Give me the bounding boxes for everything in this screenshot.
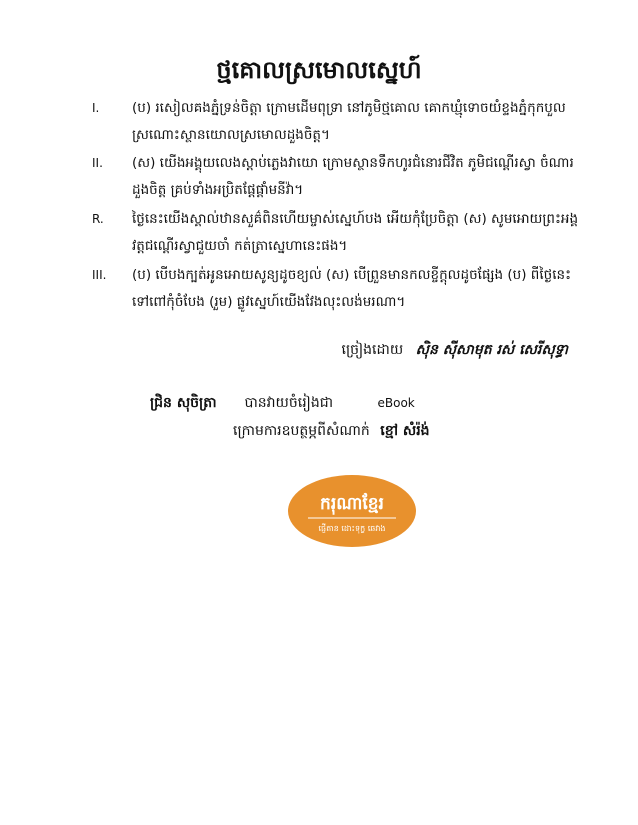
author-line (342, 340, 569, 361)
verse-line: (ប) រសៀលគងភ្នំទ្រន់ចិត្ដា ក្រោមដើមពុទ្រា នៅភូមិថ្មគោល គោកឃ្មុំទោចយំខ្ទងភ្នំកុកបួល (132, 100, 566, 116)
author-name: ស៊ិន ស៊ីសាមុត រស់ សេរីសុទ្ធា (415, 342, 568, 358)
verse-line: (ស) យើងអង្គុយលេងស្ដាប់ភ្លេងវាយោ ក្រោមស្ថានទឹកហូរជំនោរជីវិត ភូមិជណ្ដើរស្វា ចំណារ (132, 155, 574, 171)
verse-number: I. (92, 101, 100, 115)
credit-line (150, 393, 415, 414)
page-title: ថ្មគោលស្រមោលស្នេហ៍ (216, 55, 422, 84)
verse-line: ទៅពៅកុំចំបែង (រួម) ផ្លូវស្នេហ៍យើងវែងលុះលង់មរណា។ (132, 294, 406, 310)
verse-line: វត្ដជណ្ដើរស្វាជួយចាំ កត់ត្រាស្នេហានេះផង។ (132, 238, 348, 254)
credit-format: eBook (377, 396, 415, 410)
verse-number: R. (92, 212, 104, 226)
logo-main-text: ករុណាខ្មែរ (320, 494, 384, 514)
verse-number: II. (92, 156, 103, 170)
verse-line: ស្រណោះស្ថានយោលស្រមោលដួងចិត្ដ។ (132, 127, 330, 143)
verse-line: ថ្ងៃនេះយើងស្គាល់ឋានសួគ៌ពិនហើយម្ចាស់ស្នេហ៍បង អើយកុំប្រែចិត្ដា (ស) សូមអោយព្រះអង្គ (132, 211, 579, 227)
verse-number: III. (92, 268, 107, 282)
sponsor-name: ខ្មៅ សំរ៉ង់ (380, 423, 430, 439)
typist-name: ជ្រិន សុចិត្រា (150, 395, 217, 411)
author-label: ច្រៀងដោយ (341, 342, 404, 358)
credit-text: បានវាយចំរៀងជា (244, 395, 334, 411)
sponsor-text: ក្រោមការឧបត្ថម្ភពីសំណាក់ (233, 423, 370, 439)
logo-sub-text: ផ្ញើតាន ដោះទុក្ខ ឆេវាង (318, 524, 386, 533)
karuna-khmer-logo (286, 473, 418, 549)
verse-line: ដួងចិត្ដ គ្រប់ទាំងអប្រិតផ្ដែផ្ដាំមនីវ៉ា។ (132, 182, 304, 198)
sponsor-line (233, 421, 430, 442)
verse-line: (ប) បើបងក្បត់អូនអោយសូន្យដូចខ្យល់ (ស) បើព្រួនមានកលខ្ចីក្ដុលដូចផ្សែង (ប) ពីថ្ងៃនេះ (132, 267, 572, 283)
